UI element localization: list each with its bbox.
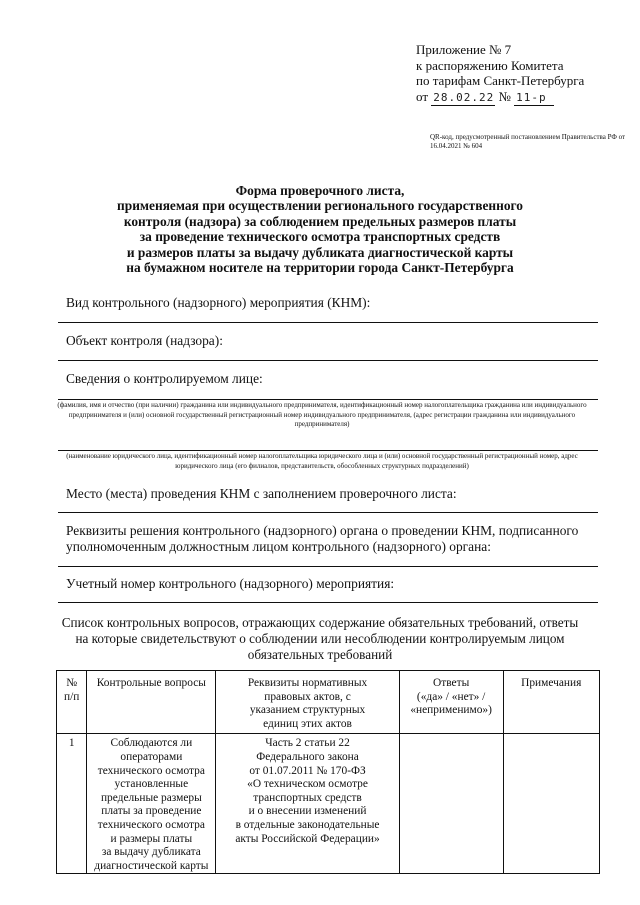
appendix-line-3: по тарифам Санкт-Петербурга — [416, 73, 585, 88]
checklist-intro — [60, 615, 580, 663]
header-text: правовых актов, с — [264, 690, 351, 703]
intro-line: на которые свидетельствуют о соблюдении или несоблюдении контролируемым лицом — [75, 631, 565, 646]
knm-type-label: Вид контрольного (надзорного) мероприятия (КНМ): — [66, 295, 371, 310]
note-cell[interactable] — [503, 734, 599, 874]
controlled-person-label: Сведения о контролируемом лице: — [66, 371, 263, 386]
question-line: диагностической карты — [94, 859, 209, 872]
record-number-label: Учетный номер контрольного (надзорного) мероприятия: — [66, 576, 395, 591]
date-field — [431, 89, 495, 107]
requisites-line: в отдельные законодательные — [235, 818, 380, 831]
knm-type-line[interactable] — [58, 322, 598, 323]
requisites-line: «О техническом осмотре — [247, 778, 368, 791]
person-caption: (фамилия, имя и отчество (при наличии) гражданина или индивидуального предпринимателя, идентификационный номер налогоплательщика гражданина или индивидуального предпринимателя и (или) основной государственный регистрационный номер индивидуального предпринимателя, (адрес регистрации гражданина или индивидуального предпринимателя) — [57, 401, 587, 428]
header-text: Примечания — [521, 677, 582, 689]
title-line: и размеров платы за выдачу дубликата диагностической карты — [126, 244, 514, 260]
question-line: платы за проведение — [101, 805, 202, 818]
title-line: на бумажном носителе на территории города Санкт-Петербурга — [126, 260, 514, 276]
checklist-table — [56, 670, 600, 874]
question-line: установленные — [114, 778, 189, 791]
requisites-cell — [216, 734, 399, 874]
qr-code-note: QR-код, предусмотренный постановлением Правительства РФ от 16.04.2021 № 604 — [430, 133, 626, 150]
requisites-line: и о внесении изменений — [248, 805, 367, 818]
appendix-block — [416, 42, 584, 106]
intro-line: Список контрольных вопросов, отражающих содержание обязательных требований, ответы — [61, 615, 579, 630]
header-text: («да» / «нет» / — [416, 690, 486, 703]
requisites-line: Федерального закона — [256, 750, 359, 763]
legal-entity-line[interactable] — [58, 450, 598, 451]
header-text: «неприменимо») — [410, 704, 492, 717]
title-line: Форма проверочного листа, — [235, 183, 405, 198]
requisites-line: акты Российской Федерации» — [235, 832, 380, 845]
number-value: 11-р — [516, 90, 547, 104]
title-line: за проведение технического осмотра транспортных средств — [139, 229, 501, 245]
appendix-line-1: Приложение № 7 — [416, 42, 512, 57]
col-questions-header — [87, 671, 216, 734]
question-cell — [87, 734, 216, 874]
col-answers-header — [399, 671, 503, 734]
number-prefix: № — [498, 88, 511, 104]
title-line: контроля (надзора) за соблюдением предельных размеров платы — [123, 213, 517, 229]
header-text: единиц этих актов — [263, 717, 352, 730]
date-value: 28.02.22 — [433, 90, 495, 104]
control-object-line[interactable] — [58, 360, 598, 361]
header-text: Реквизиты нормативных — [247, 677, 368, 689]
place-line[interactable] — [58, 512, 598, 513]
question-line: и размеры платы — [110, 832, 193, 845]
table-header-row — [57, 671, 600, 734]
controlled-person-line[interactable] — [58, 399, 598, 400]
col-requisites-header — [216, 671, 399, 734]
decision-line[interactable] — [58, 566, 598, 567]
title-line: применяемая при осуществлении регионального государственного — [117, 198, 523, 214]
appendix-date-line — [416, 89, 584, 107]
question-line: за выдачу дубликата — [101, 846, 201, 859]
intro-line: обязательных требований — [247, 647, 393, 662]
question-line: технического осмотра — [97, 764, 205, 777]
date-prefix: от — [416, 88, 429, 104]
question-line: технического осмотра — [97, 818, 205, 831]
appendix-line-2: к распоряжению Комитета — [416, 57, 564, 73]
requisites-line: от 01.07.2011 № 170-ФЗ — [249, 764, 366, 777]
control-object-label: Объект контроля (надзора): — [66, 333, 223, 348]
number-field — [514, 89, 554, 107]
record-number-line[interactable] — [58, 602, 598, 603]
col-number-header — [57, 671, 87, 734]
header-text: п/п — [64, 690, 80, 703]
place-label: Место (места) проведения КНМ с заполнением проверочного листа: — [66, 486, 457, 501]
header-text: указанием структурных — [249, 704, 366, 717]
question-line: Соблюдаются ли — [110, 737, 193, 750]
legal-entity-caption: (наименование юридического лица, идентификационный номер налогоплательщика юридического лица и (или) основной государственный регистрационный номер, адрес юридического лица (его филиалов, представительств, обособленных структурных подразделений) — [66, 452, 578, 470]
table-row — [57, 734, 600, 874]
answer-cell[interactable] — [399, 734, 503, 874]
header-text: № — [66, 677, 78, 689]
question-line: операторами — [120, 750, 183, 763]
question-line: предельные размеры — [100, 791, 202, 804]
col-notes-header — [503, 671, 599, 734]
decision-label-2: уполномоченным должностным лицом контрольного (надзорного) органа: — [66, 539, 491, 554]
requisites-line: Часть 2 статьи 22 — [265, 737, 350, 750]
decision-label-1: Реквизиты решения контрольного (надзорного) органа о проведении КНМ, подписанного — [66, 523, 579, 538]
row-number: 1 — [57, 734, 87, 874]
document-title — [60, 183, 580, 275]
header-text: Контрольные вопросы — [96, 677, 206, 689]
header-text: Ответы — [433, 677, 470, 689]
requisites-line: транспортных средств — [253, 791, 362, 804]
